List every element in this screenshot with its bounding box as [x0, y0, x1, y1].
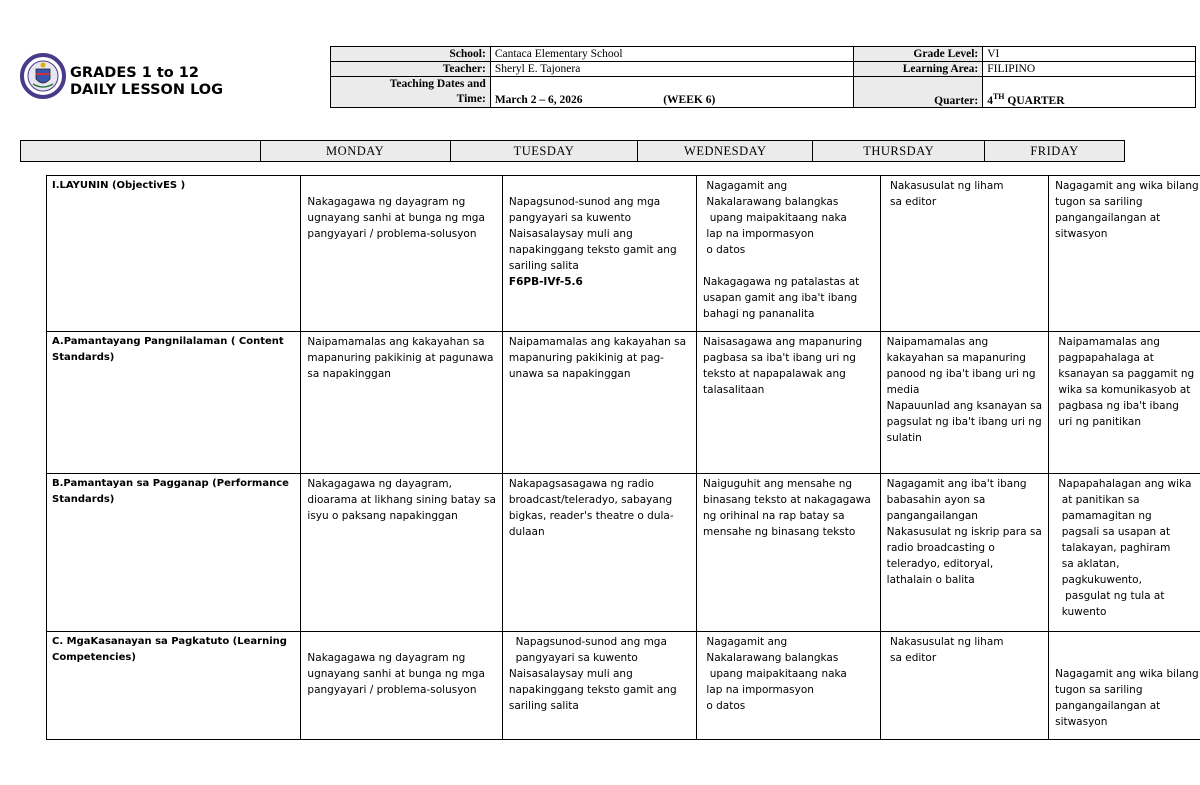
cell-text-line: Naisasalaysay muli ang [508, 668, 633, 680]
cell-wednesday [697, 632, 881, 740]
cell-text-line [307, 634, 495, 650]
week-value: (WEEK 6) [663, 94, 716, 106]
cell-text-line: unawa sa napakinggan [508, 368, 631, 380]
cell-text-line: Nakagagawa ng patalastas at [703, 276, 860, 288]
teaching-dates-label-line1: Teaching Dates and [389, 78, 486, 90]
learning-area-label: Learning Area: [854, 62, 983, 77]
row-heading-line: C. MgaKasanayan sa Pagkatuto (Learning [52, 636, 287, 647]
grade-level-value: VI [983, 47, 1196, 62]
cell-text-line: Nagagamit ang wika bilang [1055, 180, 1199, 192]
cell-text-line: napakinggang teksto gamit ang [508, 684, 677, 696]
cell-text-line: sulatin [886, 432, 922, 444]
school-value: Cantaca Elementary School [490, 47, 854, 62]
row-heading-line: B.Pamantayan sa Pagganap (Performance [52, 478, 289, 489]
lesson-objectives-table [46, 175, 1200, 740]
cell-friday [1049, 176, 1200, 332]
lesson-info-table [330, 46, 1196, 108]
cell-text-line: F6PB-IVf-5.6 [508, 276, 583, 288]
cell-text-line: sariling salita [508, 700, 579, 712]
cell-text-line: kakayahan sa mapanuring [886, 352, 1026, 364]
cell-text-line: Naiguguhit ang mensahe ng [703, 478, 853, 490]
row-heading-line: Competencies) [52, 652, 136, 663]
cell-text-line: pagbasa ng iba't ibang [1055, 400, 1179, 412]
row-heading-line: Standards) [52, 494, 115, 505]
cell-text-line: Nakagagawa ng dayagram ng [307, 196, 466, 208]
cell-text-line: sa editor [886, 196, 937, 208]
cell-text-line: tugon sa sariling [1055, 196, 1143, 208]
title-line-1: GRADES 1 to 12 [70, 65, 199, 81]
cell-text-line: ng orihinal na rap batay sa [703, 510, 845, 522]
cell-text-line: Nakasusulat ng iskrip para sa [886, 526, 1042, 538]
cell-text-line: upang maipakitaang naka [703, 212, 847, 224]
cell-text-line: pasgulat ng tula at [1055, 590, 1165, 602]
cell-text-line: Nakalarawang balangkas [703, 196, 839, 208]
cell-text-line: media [886, 384, 920, 396]
cell-text-line: pangangailangan [886, 510, 978, 522]
cell-text-line: Nakasusulat ng liham [886, 180, 1004, 192]
cell-text-line: Napapahalagan ang wika [1055, 478, 1192, 490]
cell-text-line: napakinggang teksto gamit ang [508, 244, 677, 256]
cell-text-line: Napagsunod-sunod ang mga [508, 636, 667, 648]
grade-level-label: Grade Level: [854, 47, 983, 62]
cell-monday [301, 632, 502, 740]
day-header-table [20, 140, 1125, 162]
quarter-label: Quarter: [854, 77, 983, 108]
cell-text-line: pangyayari sa kuwento [508, 212, 632, 224]
row-heading [47, 176, 301, 332]
cell-text-line: talakayan, paghiram [1055, 542, 1171, 554]
cell-text-line: ugnayang sanhi at bunga ng mga [307, 668, 485, 680]
cell-text-line: lap na impormasyon [703, 684, 814, 696]
cell-text-line [307, 178, 495, 194]
cell-text-line: mapanuring pakikinig at pag- [508, 352, 664, 364]
cell-text-line [1055, 634, 1199, 650]
day-header-wednesday: WEDNESDAY [638, 141, 813, 162]
cell-text-line: sitwasyon [1055, 716, 1108, 728]
cell-text-line: pagpapahalaga at [1055, 352, 1154, 364]
cell-text-line: lap na impormasyon [703, 228, 814, 240]
cell-text-line: Nakasusulat ng liham [886, 636, 1004, 648]
cell-text-line: teksto at napapalawak ang [703, 368, 846, 380]
cell-text-line: uri ng panitikan [1055, 416, 1142, 428]
cell-text-line: bigkas, reader's theatre o dula- [508, 510, 674, 522]
cell-text-line: Naipamamalas ang kakayahan sa [307, 336, 485, 348]
cell-text-line: usapan gamit ang iba't ibang [703, 292, 858, 304]
cell-text-line: pangangailangan at [1055, 212, 1161, 224]
cell-text-line: dulaan [508, 526, 545, 538]
quarter-word: QUARTER [1004, 95, 1065, 107]
day-header-monday: MONDAY [260, 141, 450, 162]
cell-thursday [880, 474, 1048, 632]
title-line-2: DAILY LESSON LOG [70, 82, 224, 98]
teaching-dates-label [331, 77, 491, 108]
cell-text-line: sa napakinggan [307, 368, 391, 380]
cell-text-line: bahagi ng pananalita [703, 308, 815, 320]
cell-text-line: Naipamamalas ang kakayahan sa [508, 336, 687, 348]
cell-text-line: at panitikan sa [1055, 494, 1140, 506]
cell-text-line: wika sa komunikasyob at [1055, 384, 1191, 396]
cell-text-line: Naisasagawa ang mapanuring [703, 336, 863, 348]
cell-tuesday [502, 176, 696, 332]
cell-text-line: pangyayari sa kuwento [508, 652, 638, 664]
cell-text-line: pagsali sa usapan at [1055, 526, 1171, 538]
cell-text-line: talasalitaan [703, 384, 765, 396]
row-heading [47, 332, 301, 474]
cell-text-line: kuwento [1055, 606, 1107, 618]
row-heading [47, 632, 301, 740]
cell-text-line: Nakapagsasagawa ng radio [508, 478, 654, 490]
objectives-row [47, 332, 1200, 474]
teaching-dates-label-line2: Time: [456, 93, 486, 105]
cell-text-line: pagbasa sa iba't ibang uri ng [703, 352, 856, 364]
day-header-tuesday: TUESDAY [450, 141, 638, 162]
cell-text-line: pangyayari / problema-solusyon [307, 684, 477, 696]
quarter-value [983, 77, 1196, 108]
cell-text-line [703, 258, 874, 274]
cell-thursday [880, 632, 1048, 740]
cell-text-line: sa aklatan, [1055, 558, 1120, 570]
cell-wednesday [697, 176, 881, 332]
cell-text-line: Nakagagawa ng dayagram, [307, 478, 452, 490]
cell-text-line: isyu o paksang napakinggan [307, 510, 458, 522]
cell-wednesday [697, 332, 881, 474]
cell-text-line: pangyayari / problema-solusyon [307, 228, 477, 240]
teacher-label: Teacher: [331, 62, 491, 77]
cell-text-line: sitwasyon [1055, 228, 1108, 240]
cell-text-line: pamamagitan ng [1055, 510, 1152, 522]
cell-tuesday [502, 632, 696, 740]
row-heading-line: I.LAYUNIN (ObjectivES ) [52, 180, 186, 191]
cell-text-line: teleradyo, editoryal, [886, 558, 994, 570]
cell-thursday [880, 332, 1048, 474]
cell-friday [1049, 474, 1200, 632]
document-title [70, 65, 223, 99]
deped-seal-logo [20, 47, 66, 105]
cell-text-line: upang maipakitaang naka [703, 668, 847, 680]
cell-text-line: mensahe ng binasang teksto [703, 526, 856, 538]
cell-text-line: Nagagamit ang [703, 180, 788, 192]
cell-text-line: sa editor [886, 652, 937, 664]
cell-text-line: ugnayang sanhi at bunga ng mga [307, 212, 485, 224]
cell-text-line: Nakalarawang balangkas [703, 652, 839, 664]
row-heading-line: A.Pamantayang Pangnilalaman ( Content [52, 336, 284, 347]
objectives-row [47, 474, 1200, 632]
day-header-friday: FRIDAY [985, 141, 1125, 162]
cell-friday [1049, 332, 1200, 474]
day-header-thursday: THURSDAY [813, 141, 985, 162]
cell-text-line: pagkukuwento, [1055, 574, 1142, 586]
cell-text-line: Napauunlad ang ksanayan sa [886, 400, 1043, 412]
cell-text-line: Nagagamit ang wika bilang [1055, 668, 1199, 680]
cell-text-line [509, 178, 690, 194]
cell-monday [301, 176, 502, 332]
teaching-dates-value [490, 77, 854, 108]
row-heading [47, 474, 301, 632]
objectives-row [47, 632, 1200, 740]
cell-text-line: o datos [703, 700, 746, 712]
school-label: School: [331, 47, 491, 62]
row-heading-line: Standards) [52, 352, 115, 363]
cell-friday [1049, 632, 1200, 740]
objectives-row [47, 176, 1200, 332]
cell-text-line: Naipamamalas ang [886, 336, 989, 348]
cell-monday [301, 332, 502, 474]
cell-text-line: mapanuring pakikinig at pagunawa [307, 352, 494, 364]
quarter-number: 4 [987, 95, 993, 107]
cell-text-line: binasang teksto at nakagagawa [703, 494, 871, 506]
day-header-blank [21, 141, 261, 162]
teacher-value: Sheryl E. Tajonera [490, 62, 854, 77]
quarter-suffix: TH [992, 92, 1005, 102]
cell-text-line: babasahin ayon sa [886, 494, 986, 506]
cell-text-line: Nagagamit ang iba't ibang [886, 478, 1027, 490]
cell-thursday [880, 176, 1048, 332]
learning-area-value: FILIPINO [983, 62, 1196, 77]
cell-text-line: broadcast/teleradyo, sabayang [508, 494, 673, 506]
cell-text-line: dioarama at likhang sining batay sa [307, 494, 496, 506]
cell-text-line: Naisasalaysay muli ang [508, 228, 633, 240]
cell-text-line: Napagsunod-sunod ang mga [508, 196, 661, 208]
cell-text-line: lathalain o balita [886, 574, 975, 586]
cell-text-line: panood ng iba't ibang uri ng [886, 368, 1036, 380]
dates-value: March 2 – 6, 2026 [494, 94, 583, 106]
cell-text-line: Nakagagawa ng dayagram ng [307, 652, 466, 664]
cell-wednesday [697, 474, 881, 632]
cell-text-line: o datos [703, 244, 746, 256]
cell-text-line: pangangailangan at [1055, 700, 1161, 712]
cell-text-line: Naipamamalas ang [1055, 336, 1160, 348]
cell-text-line: tugon sa sariling [1055, 684, 1143, 696]
cell-tuesday [502, 474, 696, 632]
cell-text-line: radio broadcasting o [886, 542, 995, 554]
cell-text-line: pagsulat ng iba't ibang uri ng [886, 416, 1042, 428]
cell-text-line [1055, 650, 1199, 666]
cell-text-line: sariling salita [508, 260, 579, 272]
cell-tuesday [502, 332, 696, 474]
cell-text-line: Nagagamit ang [703, 636, 788, 648]
cell-monday [301, 474, 502, 632]
cell-text-line: ksanayan sa paggamit ng [1055, 368, 1195, 380]
